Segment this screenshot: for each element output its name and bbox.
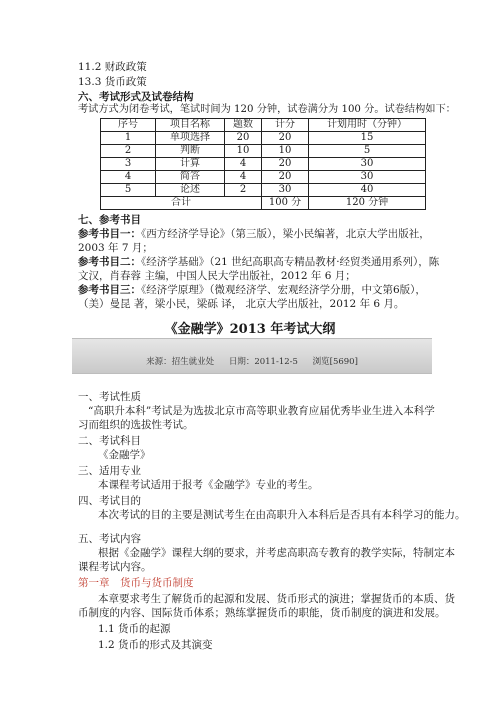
meta-source: 来源：招生就业处 bbox=[146, 357, 215, 367]
paragraph-exam-nature-1: “高职升本科”考试是为选拔北京市高等职业教育应届优秀毕业生进入本科学 bbox=[88, 405, 435, 417]
meta-views: 浏览[5690] bbox=[312, 357, 358, 367]
section-exam-nature: 一、考试性质 bbox=[78, 391, 141, 403]
table-cell: 15 bbox=[309, 132, 426, 145]
paragraph-chapter-one-2: 币制度的内容、国际货币体系；熟练掌握货币的职能，货币制度的演进和发展。 bbox=[78, 607, 446, 619]
table-header-cell: 题数 bbox=[225, 119, 262, 132]
table-cell: 计算 bbox=[156, 158, 225, 171]
table-cell: 1 bbox=[101, 132, 156, 145]
meta-date: 日期：2011-12-5 bbox=[228, 357, 298, 367]
table-cell: 2 bbox=[225, 184, 262, 197]
table-header-cell: 序号 bbox=[101, 119, 156, 132]
table-cell: 30 bbox=[262, 184, 309, 197]
table-cell: 5 bbox=[101, 184, 156, 197]
table-row bbox=[101, 132, 426, 145]
table-cell: 论述 bbox=[156, 184, 225, 197]
table-cell: 判断 bbox=[156, 145, 225, 158]
paragraph-exam-content-1: 根据《金融学》课程大纲的要求，并考虑高职高专教育的教学实际，特制定本 bbox=[98, 547, 455, 559]
paragraph-exam-content-2: 课程考试内容。 bbox=[78, 561, 152, 573]
item-origin-of-money: 1.1 货币的起源 bbox=[98, 623, 171, 635]
table-total-row bbox=[101, 197, 426, 210]
article-meta-banner bbox=[72, 338, 432, 374]
section-exam-purpose: 四、考试目的 bbox=[78, 495, 141, 507]
reference-text: 《经济学原理》（微观经济学、宏观经济学分册，中文第6版）， bbox=[141, 284, 426, 296]
exam-structure-table bbox=[100, 118, 426, 210]
reference-label: 参考书目二： bbox=[78, 256, 141, 268]
reference-label: 参考书目一： bbox=[78, 228, 141, 240]
reference-two-cont: 文汉，肖春蓉 主编，中国人民大学出版社，2012 年 6 月； bbox=[78, 270, 356, 282]
table-total-score: 100 分 bbox=[262, 197, 309, 210]
paragraph-exam-nature-2: 习而组织的选拔性考试。 bbox=[78, 419, 194, 431]
table-cell: 4 bbox=[101, 171, 156, 184]
table-header-cell: 项目名称 bbox=[156, 119, 225, 132]
section-exam-content: 五、考试内容 bbox=[78, 533, 141, 545]
reference-one-cont: 2003 年 7 月； bbox=[78, 242, 153, 254]
paragraph-applicable-major: 本课程考试适用于报考《金融学》专业的考生。 bbox=[98, 479, 319, 491]
reference-text: 《西方经济学导论》（第三版），梁小民编著，北京大学出版社， bbox=[141, 228, 430, 240]
table-cell: 5 bbox=[309, 145, 426, 158]
toc-line-monetary-policy: 13.3 货币政策 bbox=[78, 76, 147, 88]
table-cell: 10 bbox=[225, 145, 262, 158]
chapter-one-heading: 第一章 货币与货币制度 bbox=[78, 577, 194, 589]
table-cell: 20 bbox=[225, 132, 262, 145]
reference-three-cont: （美）曼昆 著，梁小民，梁砾 译， 北京大学出版社，2012 年 6 月。 bbox=[78, 298, 405, 310]
reference-text: 《经济学基础》（21 世纪高职高专精品教材·经贸类通用系列），陈 bbox=[141, 256, 440, 268]
table-cell: 20 bbox=[262, 171, 309, 184]
table-header-cell: 计划用时（分钟） bbox=[309, 119, 426, 132]
table-total-time: 120 分钟 bbox=[309, 197, 426, 210]
table-cell: 40 bbox=[309, 184, 426, 197]
table-cell: 简答 bbox=[156, 171, 225, 184]
outline-title: 《金融学》2013 年考试大纲 bbox=[164, 322, 336, 337]
table-cell: 10 bbox=[262, 145, 309, 158]
table-cell: 30 bbox=[309, 171, 426, 184]
item-forms-of-money: 1.2 货币的形式及其演变 bbox=[98, 639, 213, 651]
section-heading-exam-format: 六、考试形式及试卷结构 bbox=[78, 91, 194, 103]
section-exam-subject: 二、考试科目 bbox=[78, 435, 141, 447]
table-cell: 30 bbox=[309, 158, 426, 171]
table-row bbox=[101, 145, 426, 158]
table-cell: 4 bbox=[225, 158, 262, 171]
table-cell: 20 bbox=[262, 132, 309, 145]
table-row bbox=[101, 184, 426, 197]
reference-three bbox=[78, 283, 426, 297]
section-heading-references: 七、参考书目 bbox=[78, 214, 141, 226]
table-cell: 4 bbox=[225, 171, 262, 184]
table-row bbox=[101, 171, 426, 184]
exam-format-description: 考试方式为闭卷考试，笔试时间为 120 分钟，试卷满分为 100 分。试卷结构如下： bbox=[78, 104, 456, 115]
table-header-cell: 计分 bbox=[262, 119, 309, 132]
table-row bbox=[101, 158, 426, 171]
table-cell: 单项选择 bbox=[156, 132, 225, 145]
table-cell: 2 bbox=[101, 145, 156, 158]
article-meta bbox=[72, 355, 432, 367]
reference-one bbox=[78, 227, 430, 241]
table-cell: 20 bbox=[262, 158, 309, 171]
table-cell: 3 bbox=[101, 158, 156, 171]
reference-two bbox=[78, 255, 439, 269]
paragraph-chapter-one-1: 本章要求考生了解货币的起源和发展、货币形式的演进；掌握货币的本质、货 bbox=[98, 593, 455, 605]
toc-line-fiscal-policy: 11.2 财政政策 bbox=[78, 61, 147, 73]
reference-label: 参考书目三： bbox=[78, 284, 141, 296]
section-applicable-major: 三、适用专业 bbox=[78, 465, 141, 477]
table-total-label: 合计 bbox=[101, 197, 262, 210]
table-header-row bbox=[101, 119, 426, 132]
paragraph-exam-purpose: 本次考试的目的主要是测试考生在由高职升入本科后是否具有本科学习的能力。 bbox=[98, 509, 466, 521]
paragraph-exam-subject: 《金融学》 bbox=[98, 449, 151, 461]
